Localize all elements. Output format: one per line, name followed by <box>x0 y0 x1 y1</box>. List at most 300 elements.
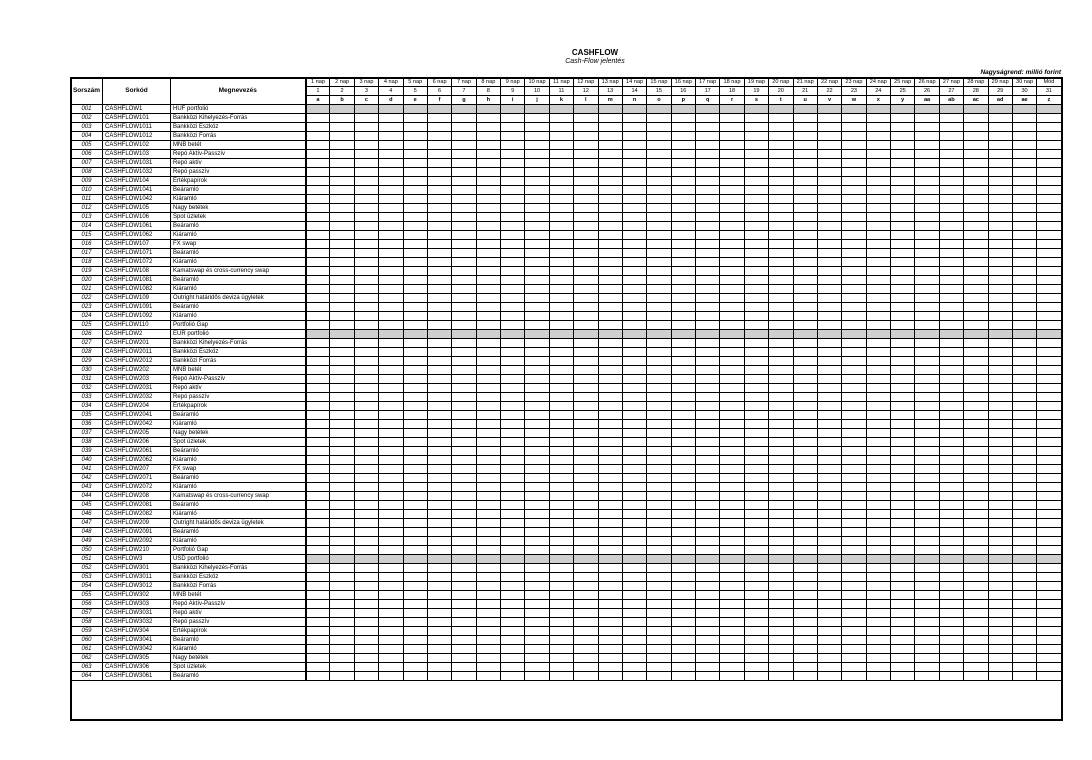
day-cell <box>744 321 768 330</box>
row-sorkod: CASHFLOW3042 <box>103 645 171 654</box>
day-cell <box>647 465 671 474</box>
day-cell <box>452 411 476 420</box>
day-cell <box>964 600 988 609</box>
day-cell <box>452 663 476 672</box>
day-cell <box>915 582 939 591</box>
day-cell <box>354 528 378 537</box>
day-cell <box>939 411 963 420</box>
day-cell <box>988 519 1012 528</box>
day-cell <box>476 384 500 393</box>
day-cell <box>1037 267 1061 276</box>
day-cell <box>525 258 549 267</box>
day-cell <box>939 249 963 258</box>
day-cell <box>622 240 646 249</box>
day-cell <box>671 591 695 600</box>
day-cell <box>574 492 598 501</box>
day-cell <box>306 285 330 294</box>
day-cell <box>671 465 695 474</box>
day-cell <box>306 420 330 429</box>
day-cell <box>379 528 403 537</box>
day-cell <box>939 240 963 249</box>
row-megnevezes: Kamatswap és cross-currency swap <box>171 267 306 276</box>
row-sorkod: CASHFLOW2 <box>103 330 171 339</box>
row-sorszam: 017 <box>71 249 103 258</box>
row-sorszam: 058 <box>71 618 103 627</box>
row-megnevezes: Kiáramló <box>171 312 306 321</box>
day-cell <box>817 294 841 303</box>
day-cell <box>1037 492 1061 501</box>
day-cell <box>744 618 768 627</box>
day-cell <box>549 168 573 177</box>
day-cell <box>964 348 988 357</box>
day-cell <box>574 600 598 609</box>
day-cell <box>549 348 573 357</box>
day-cell <box>427 402 451 411</box>
day-cell <box>622 474 646 483</box>
day-cell <box>501 231 525 240</box>
day-cell <box>696 645 720 654</box>
day-cell <box>671 105 695 114</box>
day-cell <box>549 222 573 231</box>
day-cell <box>842 636 866 645</box>
day-cell <box>817 393 841 402</box>
day-cell <box>403 276 427 285</box>
day-cell <box>354 501 378 510</box>
day-cell <box>720 609 744 618</box>
day-cell <box>452 321 476 330</box>
day-cell <box>1037 141 1061 150</box>
day-cell <box>891 474 915 483</box>
day-cell <box>598 393 622 402</box>
day-cell <box>379 663 403 672</box>
day-cell <box>817 168 841 177</box>
day-cell <box>939 267 963 276</box>
day-cell <box>988 258 1012 267</box>
day-cell <box>647 519 671 528</box>
day-cell <box>549 663 573 672</box>
day-cell <box>354 123 378 132</box>
day-cell <box>306 114 330 123</box>
day-cell <box>1037 663 1061 672</box>
row-megnevezes: Kiáramló <box>171 645 306 654</box>
day-cell <box>574 375 598 384</box>
day-cell <box>427 357 451 366</box>
day-cell <box>598 123 622 132</box>
day-cell <box>842 249 866 258</box>
day-cell <box>842 510 866 519</box>
table-row <box>71 510 1062 519</box>
day-cell <box>306 546 330 555</box>
day-cell <box>1037 132 1061 141</box>
day-cell <box>647 582 671 591</box>
day-cell <box>696 105 720 114</box>
day-cell <box>720 600 744 609</box>
day-cell <box>622 411 646 420</box>
day-cell <box>501 357 525 366</box>
day-cell <box>866 105 890 114</box>
day-header: 14 nap <box>622 78 646 87</box>
day-cell <box>744 591 768 600</box>
day-cell <box>964 537 988 546</box>
day-cell <box>525 204 549 213</box>
day-cell <box>403 528 427 537</box>
day-cell <box>330 555 354 564</box>
day-cell <box>427 240 451 249</box>
day-cell <box>696 636 720 645</box>
day-cell <box>866 591 890 600</box>
day-cell <box>793 591 817 600</box>
day-cell <box>671 627 695 636</box>
row-sorszam: 024 <box>71 312 103 321</box>
day-cell <box>842 618 866 627</box>
day-cell <box>598 132 622 141</box>
day-cell <box>769 330 793 339</box>
day-cell <box>720 591 744 600</box>
day-cell <box>379 510 403 519</box>
day-cell <box>525 564 549 573</box>
day-cell <box>501 294 525 303</box>
day-cell <box>549 636 573 645</box>
row-megnevezes: Repó aktív <box>171 159 306 168</box>
day-cell <box>549 330 573 339</box>
day-cell <box>354 321 378 330</box>
day-cell <box>720 321 744 330</box>
day-cell <box>647 348 671 357</box>
day-cell <box>403 483 427 492</box>
day-cell <box>769 186 793 195</box>
day-number: 14 <box>622 87 646 96</box>
day-number: 31 <box>1037 87 1061 96</box>
table-row <box>71 537 1062 546</box>
row-sorszam: 027 <box>71 339 103 348</box>
day-cell <box>525 654 549 663</box>
day-cell <box>306 591 330 600</box>
day-cell <box>598 546 622 555</box>
day-cell <box>403 672 427 681</box>
day-cell <box>427 375 451 384</box>
day-cell <box>647 249 671 258</box>
day-header: 29 nap <box>988 78 1012 87</box>
day-cell <box>1037 159 1061 168</box>
day-cell <box>574 384 598 393</box>
day-cell <box>1037 240 1061 249</box>
day-cell <box>1012 420 1036 429</box>
day-cell <box>891 366 915 375</box>
day-cell <box>427 150 451 159</box>
day-cell <box>842 609 866 618</box>
day-cell <box>598 645 622 654</box>
day-cell <box>696 204 720 213</box>
day-cell <box>306 339 330 348</box>
day-cell <box>1012 573 1036 582</box>
day-cell <box>379 132 403 141</box>
row-sorkod: CASHFLOW3041 <box>103 636 171 645</box>
day-cell <box>598 159 622 168</box>
day-cell <box>817 141 841 150</box>
day-cell <box>476 222 500 231</box>
day-cell <box>671 330 695 339</box>
day-cell <box>330 267 354 276</box>
row-sorszam: 018 <box>71 258 103 267</box>
day-cell <box>769 591 793 600</box>
day-cell <box>549 573 573 582</box>
day-cell <box>574 402 598 411</box>
day-cell <box>915 231 939 240</box>
day-cell <box>549 654 573 663</box>
table-row <box>71 276 1062 285</box>
day-cell <box>744 339 768 348</box>
day-cell <box>988 474 1012 483</box>
day-cell <box>744 114 768 123</box>
day-cell <box>427 555 451 564</box>
day-letter: v <box>817 96 841 105</box>
day-cell <box>452 195 476 204</box>
day-cell <box>866 618 890 627</box>
day-cell <box>988 240 1012 249</box>
day-cell <box>769 132 793 141</box>
day-cell <box>817 312 841 321</box>
day-cell <box>574 276 598 285</box>
day-cell <box>769 348 793 357</box>
day-cell <box>501 402 525 411</box>
day-cell <box>574 672 598 681</box>
day-cell <box>939 564 963 573</box>
day-cell <box>817 429 841 438</box>
row-megnevezes: Kiáramló <box>171 420 306 429</box>
row-sorszam: 004 <box>71 132 103 141</box>
day-cell <box>501 105 525 114</box>
day-cell <box>671 645 695 654</box>
day-cell <box>306 411 330 420</box>
day-cell <box>647 267 671 276</box>
day-cell <box>403 204 427 213</box>
day-cell <box>330 348 354 357</box>
day-cell <box>549 447 573 456</box>
day-cell <box>1037 321 1061 330</box>
day-cell <box>671 294 695 303</box>
day-cell <box>427 249 451 258</box>
row-sorkod: CASHFLOW2062 <box>103 456 171 465</box>
day-cell <box>891 141 915 150</box>
day-cell <box>964 402 988 411</box>
day-cell <box>793 375 817 384</box>
day-cell <box>330 672 354 681</box>
day-cell <box>915 384 939 393</box>
day-cell <box>769 231 793 240</box>
day-cell <box>574 645 598 654</box>
day-cell <box>476 429 500 438</box>
day-cell <box>306 537 330 546</box>
day-cell <box>915 645 939 654</box>
day-cell <box>1037 501 1061 510</box>
day-cell <box>842 483 866 492</box>
day-letter: g <box>452 96 476 105</box>
table-row <box>71 141 1062 150</box>
day-cell <box>1012 357 1036 366</box>
day-letter: t <box>769 96 793 105</box>
day-cell <box>939 294 963 303</box>
day-cell <box>939 132 963 141</box>
day-cell <box>452 636 476 645</box>
day-cell <box>379 258 403 267</box>
day-cell <box>330 150 354 159</box>
day-cell <box>988 591 1012 600</box>
day-cell <box>574 159 598 168</box>
day-number: 27 <box>939 87 963 96</box>
day-cell <box>598 636 622 645</box>
day-cell <box>525 168 549 177</box>
day-cell <box>647 276 671 285</box>
day-cell <box>915 609 939 618</box>
day-cell <box>427 537 451 546</box>
day-cell <box>769 150 793 159</box>
day-cell <box>1012 438 1036 447</box>
day-cell <box>793 240 817 249</box>
day-cell <box>964 294 988 303</box>
day-cell <box>891 123 915 132</box>
day-cell <box>964 582 988 591</box>
day-cell <box>744 132 768 141</box>
day-cell <box>988 366 1012 375</box>
day-cell <box>306 672 330 681</box>
day-cell <box>793 330 817 339</box>
day-cell <box>525 645 549 654</box>
day-cell <box>793 285 817 294</box>
day-cell <box>891 330 915 339</box>
day-letter: p <box>671 96 695 105</box>
day-cell <box>891 645 915 654</box>
day-cell <box>427 168 451 177</box>
day-cell <box>696 114 720 123</box>
day-cell <box>501 510 525 519</box>
day-cell <box>574 231 598 240</box>
day-header: 19 nap <box>744 78 768 87</box>
day-cell <box>379 438 403 447</box>
day-cell <box>817 231 841 240</box>
day-cell <box>842 672 866 681</box>
day-cell <box>964 483 988 492</box>
row-megnevezes: MNB betét <box>171 591 306 600</box>
day-letter: l <box>574 96 598 105</box>
day-cell <box>866 519 890 528</box>
row-sorkod: CASHFLOW2031 <box>103 384 171 393</box>
day-cell <box>1012 546 1036 555</box>
day-cell <box>964 195 988 204</box>
day-number: 6 <box>427 87 451 96</box>
day-cell <box>379 672 403 681</box>
day-cell <box>696 546 720 555</box>
day-cell <box>866 528 890 537</box>
row-sorkod: CASHFLOW109 <box>103 294 171 303</box>
day-cell <box>647 132 671 141</box>
day-cell <box>939 123 963 132</box>
table-row <box>71 654 1062 663</box>
day-cell <box>720 141 744 150</box>
day-cell <box>379 501 403 510</box>
row-sorkod: CASHFLOW1031 <box>103 159 171 168</box>
row-megnevezes: Bankközi Forrás <box>171 132 306 141</box>
day-cell <box>647 213 671 222</box>
day-cell <box>817 420 841 429</box>
day-cell <box>330 105 354 114</box>
day-cell <box>842 330 866 339</box>
day-cell <box>964 222 988 231</box>
day-cell <box>891 321 915 330</box>
day-header: 5 nap <box>403 78 427 87</box>
day-cell <box>476 168 500 177</box>
day-cell <box>574 114 598 123</box>
day-cell <box>842 339 866 348</box>
day-cell <box>354 114 378 123</box>
day-header: 23 nap <box>842 78 866 87</box>
day-cell <box>501 618 525 627</box>
day-cell <box>476 627 500 636</box>
day-cell <box>939 114 963 123</box>
day-cell <box>549 546 573 555</box>
day-cell <box>403 510 427 519</box>
day-cell <box>720 114 744 123</box>
day-letter: d <box>379 96 403 105</box>
day-letter: m <box>598 96 622 105</box>
day-cell <box>671 528 695 537</box>
day-cell <box>1012 123 1036 132</box>
day-cell <box>842 159 866 168</box>
day-cell <box>354 384 378 393</box>
day-cell <box>354 555 378 564</box>
day-cell <box>379 555 403 564</box>
day-cell <box>769 654 793 663</box>
day-cell <box>476 366 500 375</box>
day-cell <box>452 366 476 375</box>
day-cell <box>1037 348 1061 357</box>
day-cell <box>622 546 646 555</box>
day-cell <box>330 141 354 150</box>
day-cell <box>525 636 549 645</box>
day-cell <box>306 528 330 537</box>
day-cell <box>1037 627 1061 636</box>
day-cell <box>891 114 915 123</box>
day-cell <box>891 672 915 681</box>
day-cell <box>817 357 841 366</box>
day-cell <box>598 186 622 195</box>
day-cell <box>647 654 671 663</box>
day-cell <box>330 411 354 420</box>
row-sorszam: 047 <box>71 519 103 528</box>
day-cell <box>354 240 378 249</box>
day-cell <box>988 573 1012 582</box>
day-cell <box>891 429 915 438</box>
day-cell <box>452 105 476 114</box>
row-sorkod: CASHFLOW1042 <box>103 195 171 204</box>
day-cell <box>452 303 476 312</box>
day-cell <box>1037 276 1061 285</box>
day-cell <box>598 474 622 483</box>
day-cell <box>1037 204 1061 213</box>
day-cell <box>501 411 525 420</box>
day-letter: i <box>501 96 525 105</box>
day-cell <box>964 177 988 186</box>
day-cell <box>1037 249 1061 258</box>
day-cell <box>598 312 622 321</box>
day-cell <box>842 348 866 357</box>
row-megnevezes: Repó passzív <box>171 393 306 402</box>
day-cell <box>1037 519 1061 528</box>
day-cell <box>452 267 476 276</box>
row-megnevezes: Értékpapírok <box>171 402 306 411</box>
day-cell <box>427 483 451 492</box>
day-cell <box>574 483 598 492</box>
day-cell <box>330 456 354 465</box>
